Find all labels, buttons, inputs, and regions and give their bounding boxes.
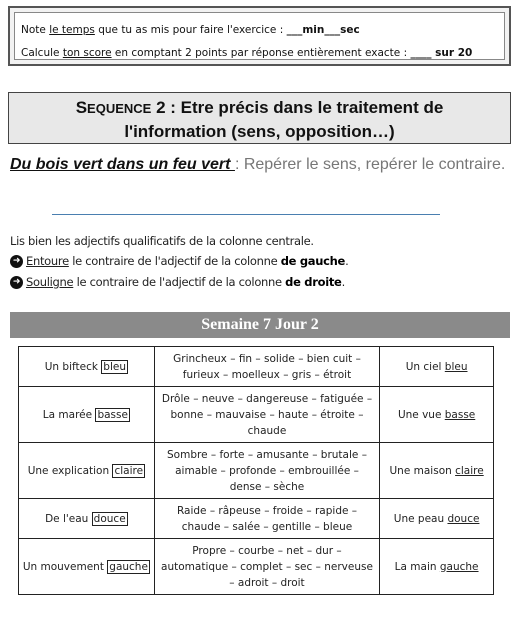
right-cell [380,347,494,387]
left-boxed-adjective: bleu [103,360,126,373]
sequence-title-line2: l'information (sens, opposition…) [124,122,395,141]
score-blank[interactable]: ____ sur 20 [410,47,473,59]
right-phrase: Une vue [397,408,445,421]
adjective-choices-line: Grincheux – fin – solide – bien cuit – [173,352,361,365]
right-phrase: Une maison [389,464,456,477]
score-text-pre: Calcule [21,47,63,59]
left-phrase: De l'eau [45,512,92,525]
sequence-title-line1 [9,96,510,120]
instruction-2-text: le contraire de l'adjectif de la colonne [68,254,281,268]
table-row [19,387,494,443]
time-text-pre: Note [21,24,50,36]
right-cell [380,499,494,539]
right-underlined-adjective: douce [447,512,480,525]
table-row [19,347,494,387]
sequence-number: 2 [151,98,166,117]
table-row [19,443,494,499]
adjective-choices-line: chaude [247,424,287,437]
adjective-choices-cell[interactable] [154,443,379,499]
instruction-2-verb: Entoure [26,254,69,268]
table-row [19,539,494,595]
exercise-table [18,346,494,595]
adjective-choices-cell[interactable] [154,347,379,387]
sequence-initial: S [75,98,88,117]
left-boxed-adjective: gauche [109,560,148,573]
adjective-choices-cell[interactable] [154,387,379,443]
time-blank[interactable]: ___min___sec [286,24,360,36]
instruction-3 [10,275,510,289]
right-phrase: La main [394,560,440,573]
left-cell [19,499,155,539]
instruction-3-end: . [341,275,345,289]
table-row [19,499,494,539]
instruction-2-bold: de gauche [280,254,346,268]
score-line [21,42,498,65]
instruction-3-bold: de droite [285,275,342,289]
right-cell [380,387,494,443]
sequence-word: EQUENCE [87,101,152,116]
time-text-underlined: le temps [49,24,95,36]
left-boxed-adjective: douce [93,512,126,525]
instruction-2-end: . [345,254,349,268]
right-cell [380,539,494,595]
adjective-choices-line: bonne – mauvaise – haute – étroite – [170,408,364,421]
score-text-mid: en comptant 2 points par réponse entièrement exacte : [111,47,411,59]
right-cell [380,443,494,499]
adjective-choices-cell[interactable] [154,539,379,595]
adjective-choices-line: furieux – moelleux – gris – étroit [182,368,352,381]
left-cell [19,539,155,595]
right-underlined-adjective: claire [455,464,484,477]
exercise-subtitle [10,154,510,176]
left-cell [19,443,155,499]
time-line [21,19,498,42]
adjective-choices-line: automatique – complet – sec – nerveuse [161,560,373,573]
adjective-choices-line: Sombre – forte – amusante – brutale – [167,448,367,461]
right-underlined-adjective: basse [444,408,476,421]
sequence-title-text1: : Etre précis dans le traitement de [165,98,444,117]
instruction-3-verb: Souligne [26,275,74,289]
circle-arrow-right-icon: ➜ [10,255,23,268]
left-boxed-adjective: basse [97,408,128,421]
time-score-box [8,6,511,66]
instruction-2 [10,254,510,268]
time-text-mid: que tu as mis pour faire l'exercice : [94,24,287,36]
circle-arrow-right-icon: ➜ [10,276,23,289]
left-phrase: Un mouvement [22,560,108,573]
left-boxed-adjective: claire [114,464,144,477]
subtitle-title: Du bois vert dans un feu vert [10,156,235,173]
adjective-choices-line: Drôle – neuve – dangereuse – fatiguée – [161,392,373,405]
adjective-choices-line: dense – sèche [229,480,305,493]
score-text-underlined: ton score [62,47,112,59]
adjective-choices-line: Raide – râpeuse – froide – rapide – [176,504,358,517]
left-phrase: Une explication [27,464,113,477]
left-cell [19,387,155,443]
adjective-choices-line: aimable – profonde – embrouillée – [175,464,359,477]
right-phrase: Un ciel [405,360,445,373]
divider-line [52,214,440,215]
left-cell [19,347,155,387]
instruction-3-text: le contraire de l'adjectif de la colonne [73,275,286,289]
adjective-choices-cell[interactable] [154,499,379,539]
right-underlined-adjective: gauche [439,560,479,573]
subtitle-description: : Repérer le sens, repérer le contraire. [234,156,506,173]
adjective-choices-line: Propre – courbe – net – dur – [192,544,342,557]
sequence-title-box [8,92,511,144]
adjective-choices-line: chaude – salée – gentille – bleue [181,520,353,533]
left-phrase: La marée [42,408,96,421]
right-underlined-adjective: bleu [444,360,468,373]
left-phrase: Un bifteck [44,360,102,373]
adjective-choices-line: – adroit – droit [229,576,305,589]
week-day-banner: Semaine 7 Jour 2 [10,312,510,338]
right-phrase: Une peau [393,512,448,525]
instruction-1: Lis bien les adjectifs qualificatifs de la colonne centrale. [10,234,314,248]
time-score-inner [14,12,505,60]
